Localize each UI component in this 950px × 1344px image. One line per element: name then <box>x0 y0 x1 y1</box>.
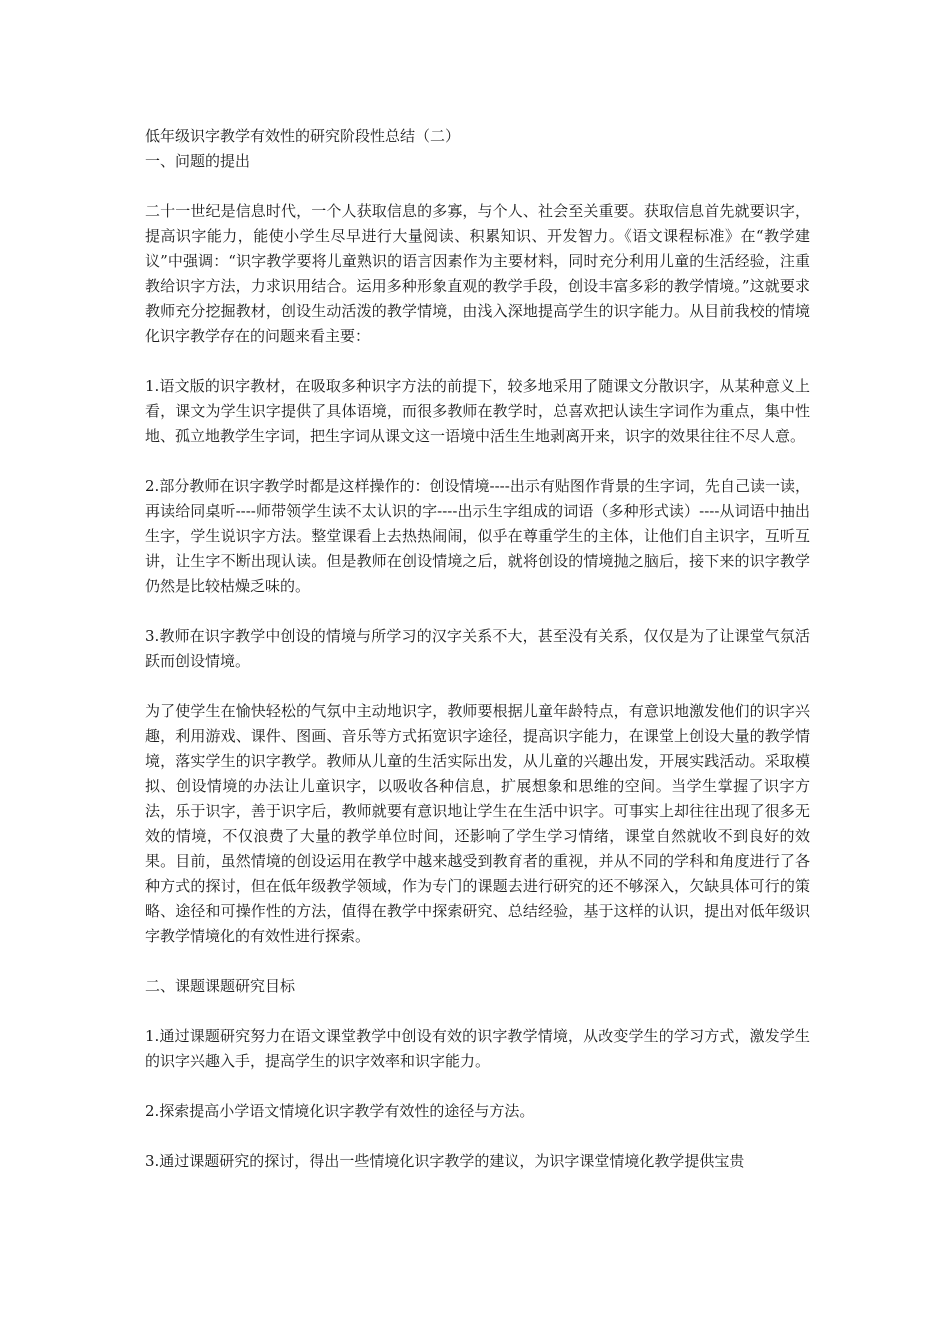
section-heading-goals: 二、课题课题研究目标 <box>145 977 296 995</box>
paragraph-goal-3: 3.通过课题研究的探讨，得出一些情境化识字教学的建议，为识字课堂情境化教学提供宝贵 <box>145 1152 745 1170</box>
section-heading-problem: 一、问题的提出 <box>145 152 251 170</box>
document-body <box>145 124 810 1174</box>
paragraph-problem-1: 1.语文版的识字教材，在吸取多种识字方法的前提下，较多地采用了随课文分散识字，从某种意义上看，课文为学生识字提供了具体语境，而很多教师在教学时，总喜欢把认读生字词作为重点，集中性地、孤立地教学生字词，把生字词从课文这一语境中活生生地剥离开来，识字的效果往往不尽人意。 <box>145 377 810 445</box>
paragraph-intro: 二十一世纪是信息时代，一个人获取信息的多寡，与个人、社会至关重要。获取信息首先就要识字，提高识字能力，能使小学生尽早进行大量阅读、积累知识、开发智力。《语文课程标准》在“教学建议”中强调：“识字教学要将儿童熟识的语言因素作为主要材料，同时充分利用儿童的生活经验，注重教给识字方法，力求识用结合。运用多种形象直观的教学手段，创设丰富多彩的教学情境。”这就要求教师充分挖掘教材，创设生动活泼的教学情境，由浅入深地提高学生的识字能力。从目前我校的情境化识字教学存在的问题来看主要： <box>145 202 810 345</box>
paragraph-problem-2: 2.部分教师在识字教学时都是这样操作的：创设情境----出示有贴图作背景的生字词，先自己读一读，再读给同桌听----师带领学生读不太认识的字----出示生字组成的词语（多种形式读）----从词语中抽出生字，学生说识字方法。整堂课看上去热热闹闹，似乎在尊重学生的主体，让他们自主识字，互听互讲，让生字不断出现认读。但是教师在创设情境之后，就将创设的情境抛之脑后，接下来的识字教学仍然是比较枯燥乏味的。 <box>145 477 810 595</box>
paragraph-goal-2: 2.探索提高小学语文情境化识字教学有效性的途径与方法。 <box>145 1102 535 1120</box>
paragraph-goal-1: 1.通过课题研究努力在语文课堂教学中创设有效的识字教学情境，从改变学生的学习方式，激发学生的识字兴趣入手，提高学生的识字效率和识字能力。 <box>145 1027 810 1070</box>
document-title: 低年级识字教学有效性的研究阶段性总结（二） <box>145 127 461 145</box>
paragraph-problem-3: 3.教师在识字教学中创设的情境与所学习的汉字关系不大，甚至没有关系，仅仅是为了让课堂气氛活跃而创设情境。 <box>145 627 810 670</box>
paragraph-rationale: 为了使学生在愉快轻松的气氛中主动地识字，教师要根据儿童年龄特点，有意识地激发他们的识字兴趣，利用游戏、课件、图画、音乐等方式拓宽识字途径，提高识字能力，在课堂上创设大量的教学情境，落实学生的识字教学。教师从儿童的生活实际出发，从儿童的兴趣出发，开展实践活动。采取模拟、创设情境的办法让儿童识字，以吸收各种信息，扩展想象和思维的空间。当学生掌握了识字方法，乐于识字，善于识字后，教师就要有意识地让学生在生活中识字。可事实上却往往出现了很多无效的情境，不仅浪费了大量的教学单位时间，还影响了学生学习情绪，课堂自然就收不到良好的效果。目前，虽然情境的创设运用在教学中越来越受到教育者的重视，并从不同的学科和角度进行了各种方式的探讨，但在低年级教学领域，作为专门的课题去进行研究的还不够深入，欠缺具体可行的策略、途径和可操作性的方法，值得在教学中探索研究、总结经验，基于这样的认识，提出对低年级识字教学情境化的有效性进行探索。 <box>145 702 810 945</box>
